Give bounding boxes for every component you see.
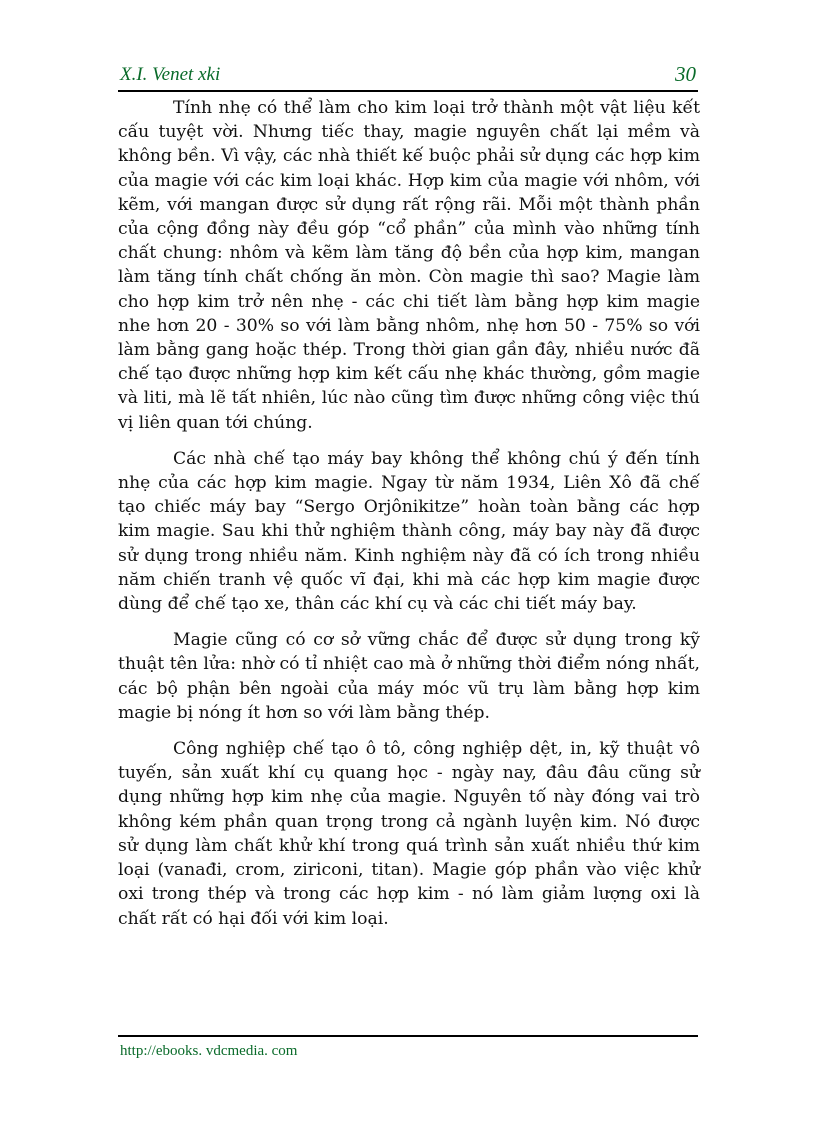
footer-divider	[118, 1035, 698, 1037]
paragraph-2: Các nhà chế tạo máy bay không thể không chú ý đến tính nhẹ của các hợp kim magie. Ngay từ năm 1934, Liên Xô đã chế tạo chiếc máy bay “Sergo Orjônikitze” hoàn toàn bằng các hợp kim magie. Sau khi thử nghiệm thành công, máy bay này đã được sử dụng trong nhiều năm. Kinh nghiệm này đã có ích trong nhiều năm chiến tranh vệ quốc vĩ đại, khi mà các hợp kim magie được dùng để chế tạo xe, thân các khí cụ và các chi tiết máy bay.	[118, 448, 700, 615]
paragraph-1: Tính nhẹ có thể làm cho kim loại trở thành một vật liệu kết cấu tuyệt vời. Nhưng tiếc thay, magie nguyên chất lại mềm và không bền. Vì vậy, các nhà thiết kế buộc phải sử dụng các hợp kim của magie với các kim loại khác. Hợp kim của magie với nhôm, với kẽm, với mangan được sử dụng rất rộng rãi. Mỗi một thành phần của cộng đồng này đều góp “cổ phần” của mình vào những tính chất chung: nhôm và kẽm làm tăng độ bền của hợp kim, mangan làm tăng tính chất chống ăn mòn. Còn magie thì sao? Magie làm cho hợp kim trở nên nhẹ - các chi tiết làm bằng hợp kim magie nhe hơn 20 - 30% so với làm bằng nhôm, nhẹ hơn 50 - 75% so với làm bằng gang hoặc thép. Trong thời gian gần đây, nhiều nước đã chế tạo được những hợp kim kết cấu nhẹ khác thường, gồm magie và liti, mà lẽ tất nhiên, lúc nào cũng tìm được những công việc thú vị liên quan tới chúng.	[118, 98, 700, 433]
paragraph-4: Công nghiệp chế tạo ô tô, công nghiệp dệt, in, kỹ thuật vô tuyến, sản xuất khí cụ quang học - ngày nay, đâu đâu cũng sử dụng những hợp kim nhẹ của magie. Nguyên tố này đóng vai trò không kém phần quan trọng trong cả ngành luyện kim. Nó được sử dụng làm chất khử khí trong quá trình sản xuất nhiều thứ kim loại (vanađi, crom, ziriconi, titan). Magie góp phần vào việc khử oxi trong thép và trong các hợp kim - nó làm giảm lượng oxi là chất rất có hại đối với kim loại.	[118, 739, 700, 929]
page-number: 30	[675, 62, 696, 86]
paragraph-3: Magie cũng có cơ sở vững chắc để được sử dụng trong kỹ thuật tên lửa: nhờ có tỉ nhiệt cao mà ở những thời điểm nóng nhất, các bộ phận bên ngoài của máy móc vũ trụ làm bằng hợp kim magie bị nóng ít hơn so với làm bằng thép.	[118, 630, 700, 723]
footer-url-link[interactable]: http://ebooks. vdcmedia. com	[120, 1043, 298, 1059]
running-head-author: X.I. Venet xki	[120, 64, 221, 85]
page-header	[118, 62, 698, 92]
body-text	[118, 96, 700, 943]
